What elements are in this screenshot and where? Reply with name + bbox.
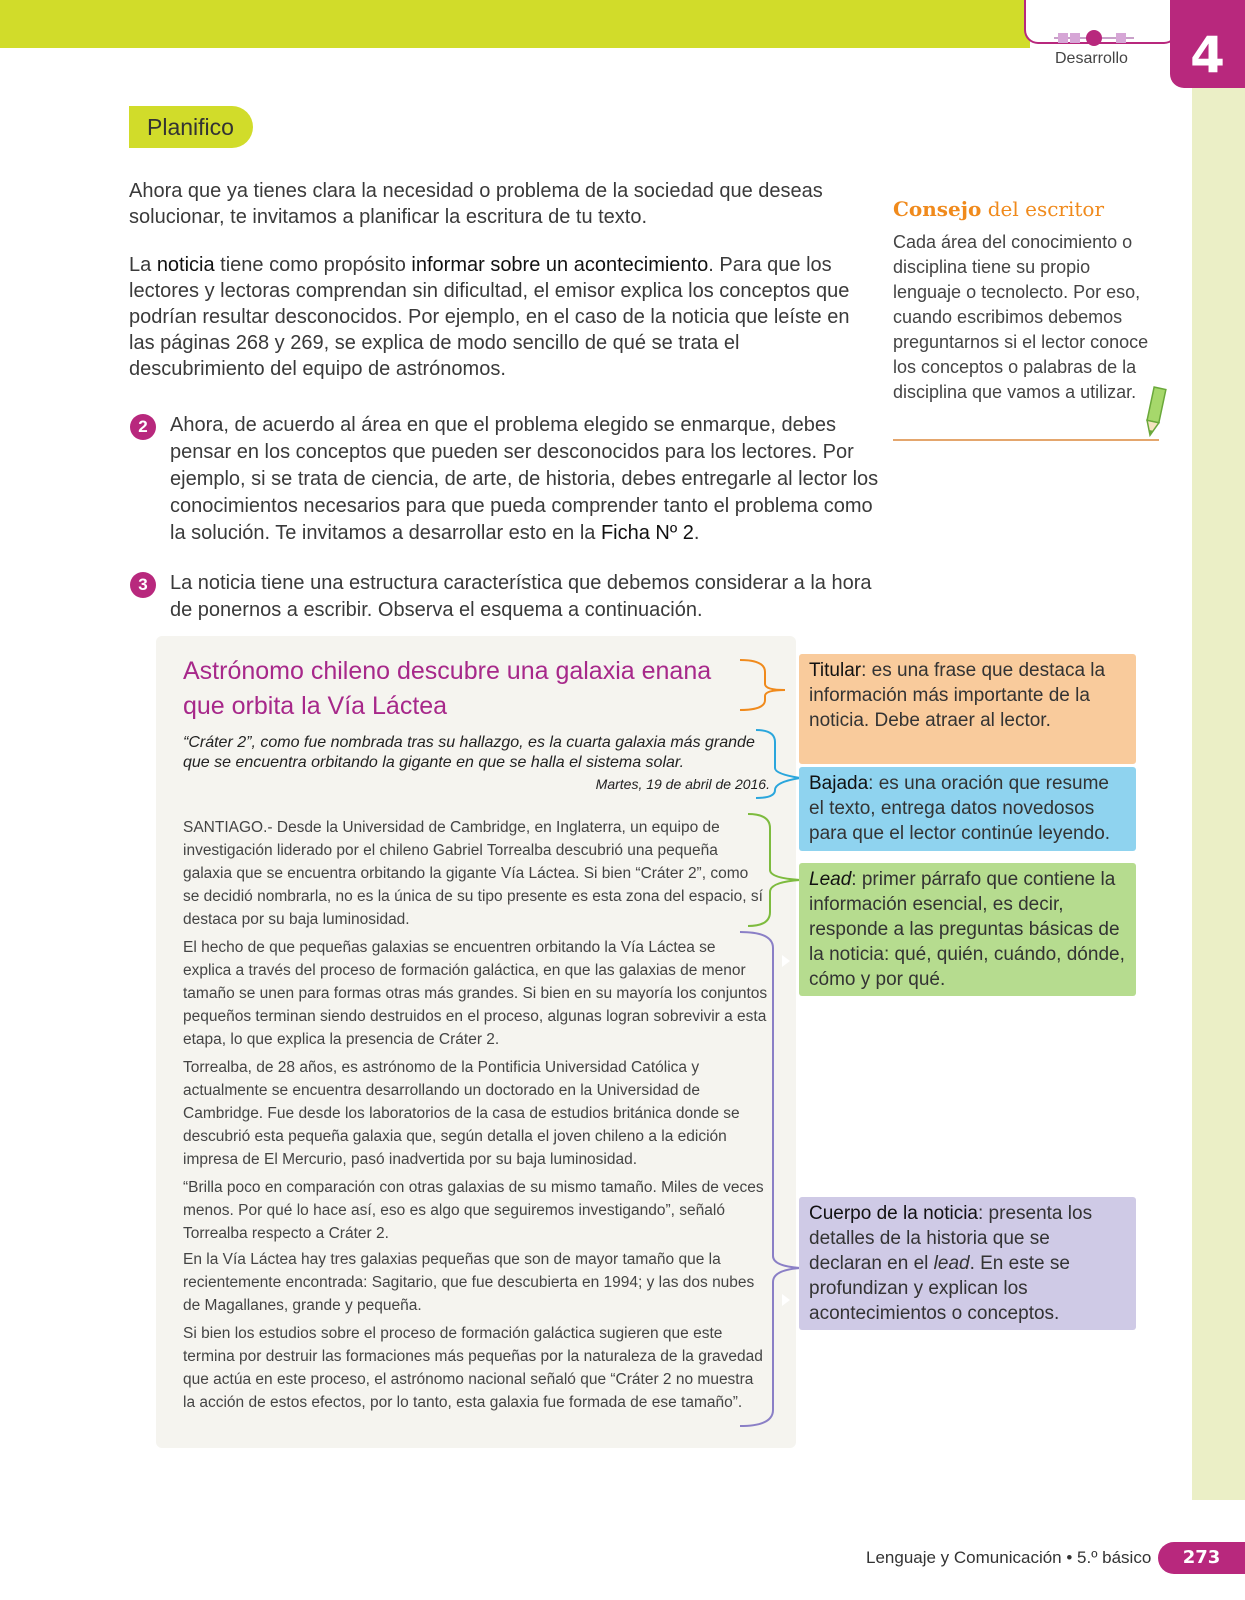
news-date: Martes, 19 de abril de 2016. [595, 776, 770, 792]
item-3-text: La noticia tiene una estructura característica que debemos considerar a la hora de ponernos a escribir. Observa el esquema a continuación. [170, 572, 872, 621]
news-paragraph: Si bien los estudios sobre el proceso de formación galáctica sugieren que este termina por destruir las formaciones más pequeñas por la naturaleza de la gravedad que actúa en este proceso, el astrónomo nacional señaló que “Cráter 2 no muestra la acción de estos efectos, por lo tanto, esta galaxia fue formada de ese tamaño”. [183, 1325, 763, 1411]
tip-text: Cada área del conocimiento o disciplina tiene su propio lenguaje o tecnolecto. Por eso, cuando escribimos debemos preguntarnos si el lector conoce los conceptos o palabras de la disciplina que vamos a utilizar. [893, 232, 1149, 402]
intro-paragraph-2: La noticia tiene como propósito informar sobre un acontecimiento. Para que los lectores y lectoras comprendan sin dificultad, el emisor explica los conceptos que podrían resultar desconocidos. Por ejemplo, en el caso de la noticia que leíste en las páginas 268 y 269, se explica de modo sencillo de qué se trata el descubrimiento del equipo de astrónomos. [129, 254, 850, 380]
arrow-marker [782, 1294, 790, 1306]
page-number: 273 [1158, 1542, 1245, 1574]
tip-title: Consejo del escritor [893, 197, 1105, 221]
cuerpo-bracket [740, 932, 800, 1426]
label-lead: Lead: primer párrafo que contiene la información esencial, es decir, responde a las preguntas básicas de la noticia: qué, quién, cuándo, dónde, cómo y por qué. [799, 863, 1136, 996]
news-paragraph: “Brilla poco en comparación con otras galaxias de su mismo tamaño. Miles de veces menos. Por qué lo hace así, eso es algo que seguiremos investigando”, señaló Torrealba respecto a Cráter 2. [183, 1179, 764, 1242]
news-paragraph: Torrealba, de 28 años, es astrónomo de la Pontificia Universidad Católica y actualmente se encuentra desarrollando un doctorado en la Universidad de Cambridge. Fue desde los laboratorios de la casa de estudios británica donde se descubrió esta pequeña galaxia que, según detalla el joven chileno a la edición impresa de El Mercurio, pasó inadvertida por su baja luminosidad. [183, 1059, 740, 1168]
news-subtitle: “Cráter 2”, como fue nombrada tras su hallazgo, es la cuarta galaxia más grande que se encuentra orbitando la gigante en que se halla el sistema solar. [183, 734, 755, 771]
item-number-badge: 3 [130, 572, 156, 598]
titular-bracket [740, 660, 785, 710]
planifico-heading: Planifico [129, 106, 253, 148]
intro-paragraph-1: Ahora que ya tienes clara la necesidad o problema de la sociedad que deseas solucionar, te invitamos a planificar la escritura de tu texto. [129, 180, 823, 228]
news-paragraph-lead: SANTIAGO.- Desde la Universidad de Cambridge, en Inglaterra, un equipo de investigación liderado por el chileno Gabriel Torrealba descubrió una pequeña galaxia que se encuentra orbitando la gigante Vía Láctea. Si bien “Cráter 2”, como se decidió nombrarla, no es la única de su tipo presente es esta zona del espacio, sí destaca por su baja luminosidad. [183, 819, 763, 928]
label-titular: Titular: es una frase que destaca la información más importante de la noticia. Debe atraer al lector. [799, 654, 1136, 764]
section-label: Desarrollo [1055, 50, 1128, 67]
item-2-text: Ahora, de acuerdo al área en que el problema elegido se enmarque, debes pensar en los conceptos que pueden ser desconocidos para los lectores. Por ejemplo, si se trata de ciencia, de arte, de historia, debes entregarle al lector los conocimientos necesarios para que pueda comprender tanto el problema como la solución. Te invitamos a desarrollar esto en la Ficha Nº 2. [170, 414, 879, 544]
arrow-marker [782, 955, 790, 967]
news-paragraph: El hecho de que pequeñas galaxias se encuentren orbitando la Vía Láctea se explica a través del proceso de formación galáctica, en que las galaxias de menor tamaño se unen para formas otras más grandes. Si bien en su mayoría los conjuntos pequeños terminan siendo destruidos en el proceso, algunas logran sobrevivir a esta etapa, lo que explica la presencia de Cráter 2. [183, 939, 768, 1048]
label-bajada: Bajada: es una oración que resume el texto, entrega datos novedosos para que el lector continúe leyendo. [799, 767, 1136, 851]
item-number-badge: 2 [130, 414, 156, 440]
news-headline: Astrónomo chileno descubre una galaxia enana que orbita la Vía Láctea [183, 657, 712, 720]
news-paragraph: En la Vía Láctea hay tres galaxias pequeñas que son de mayor tamaño que la recientemente encontrada: Sagitario, que fue descubierta en 1994; y las dos nubes de Magallanes, grande y pequeña. [183, 1251, 755, 1314]
label-cuerpo: Cuerpo de la noticia: presenta los detalles de la historia que se declaran en el lead. En este se profundizan y explican los acontecimientos o conceptos. [799, 1197, 1136, 1330]
footer-course: Lenguaje y Comunicación • 5.º básico [866, 1548, 1152, 1567]
chapter-number: 4 [1170, 0, 1245, 88]
lead-bracket [748, 814, 800, 926]
bajada-bracket [756, 730, 800, 798]
